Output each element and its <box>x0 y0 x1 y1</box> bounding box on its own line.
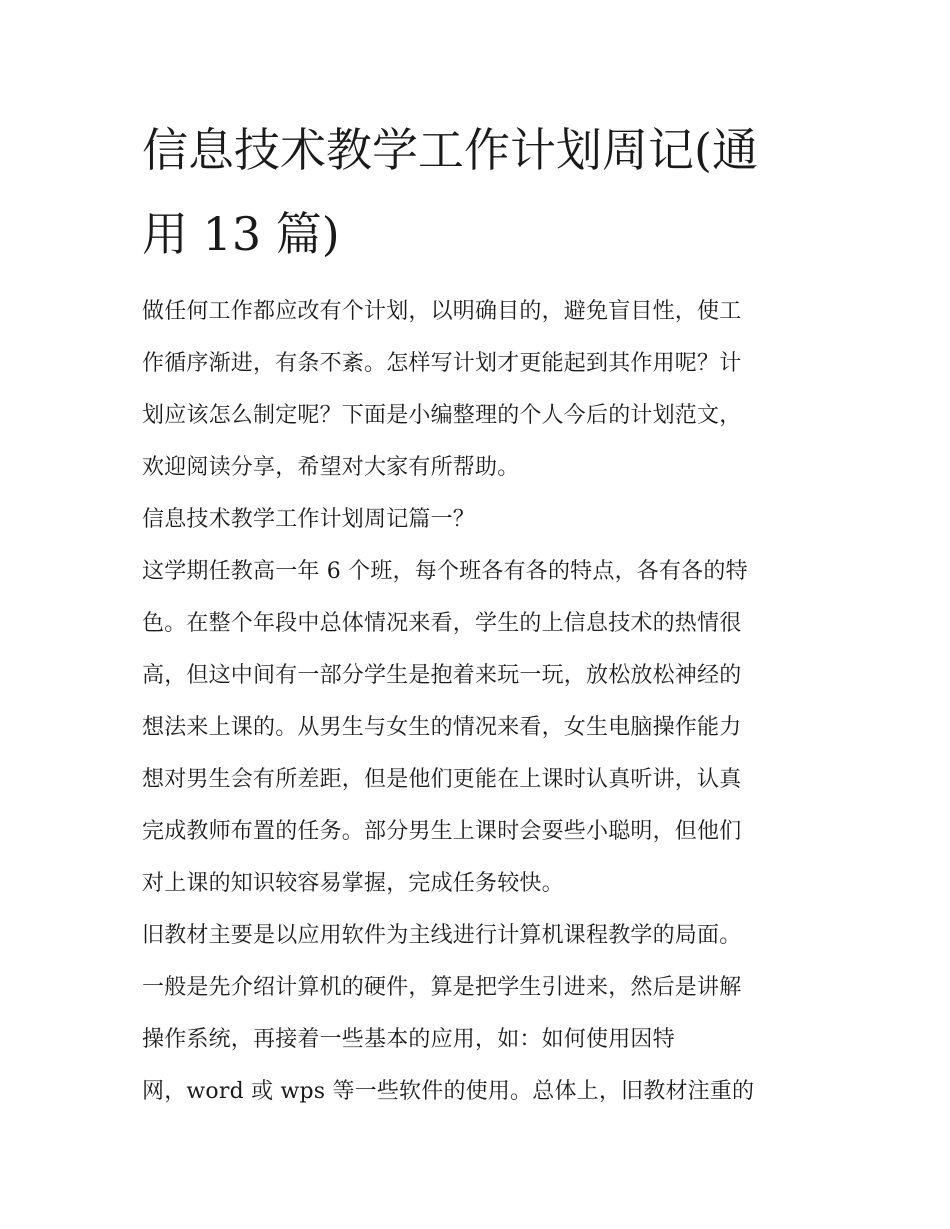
text-line: 高，但这中间有一部分学生是抱着来玩一玩，放松放松神经的 <box>142 663 742 688</box>
body-paragraph-2 <box>142 910 814 1118</box>
text-line: 做任何工作都应改有个计划，以明确目的，避免盲目性，使工 <box>142 299 742 324</box>
text-line: 这学期任教高一年 6 个班，每个班各有各的特点，各有各的特 <box>142 559 748 584</box>
intro-paragraph <box>142 286 814 494</box>
text-line: 完成教师布置的任务。部分男生上课时会耍些小聪明，但他们 <box>142 819 742 844</box>
text-line: 网，word 或 wps 等一些软件的使用。总体上，旧教材注重的 <box>142 1079 755 1104</box>
text-line: 欢迎阅读分享，希望对大家有所帮助。 <box>142 455 520 480</box>
text-line: 划应该怎么制定呢？下面是小编整理的个人今后的计划范文， <box>142 403 742 428</box>
document-title <box>142 108 814 276</box>
title-line: 用 13 篇) <box>142 207 340 261</box>
text-line: 一般是先介绍计算机的硬件，算是把学生引进来，然后是讲解 <box>142 975 742 1000</box>
section-heading: 信息技术教学工作计划周记篇一？ <box>142 507 476 532</box>
document-page <box>142 108 814 1118</box>
text-line: 操作系统，再接着一些基本的应用，如：如何使用因特 <box>142 1027 675 1052</box>
text-line: 想法来上课的。从男生与女生的情况来看，女生电脑操作能力 <box>142 715 742 740</box>
text-line: 旧教材主要是以应用软件为主线进行计算机课程教学的局面。 <box>142 923 742 948</box>
text-line: 想对男生会有所差距，但是他们更能在上课时认真听讲，认真 <box>142 767 742 792</box>
text-line: 作循序渐进，有条不紊。怎样写计划才更能起到其作用呢？计 <box>142 351 742 376</box>
body-paragraph-1 <box>142 546 814 910</box>
text-line: 色。在整个年段中总体情况来看，学生的上信息技术的热情很 <box>142 611 742 636</box>
title-line: 信息技术教学工作计划周记(通 <box>142 123 758 177</box>
text-line: 对上课的知识较容易掌握，完成任务较快。 <box>142 871 564 896</box>
